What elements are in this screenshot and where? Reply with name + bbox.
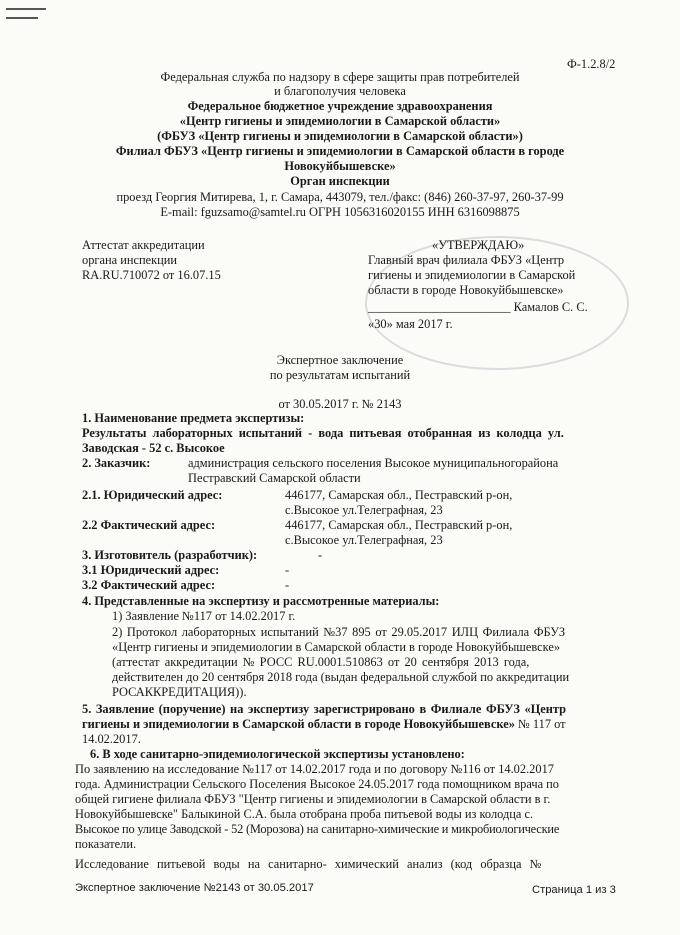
s21-value-2: с.Высокое ул.Телеграфная, 23 xyxy=(285,503,443,517)
s1-title: 1. Наименование предмета экспертизы: xyxy=(82,411,305,425)
s3-label: 3. Изготовитель (разработчик): xyxy=(82,548,258,562)
s32-value: - xyxy=(285,578,290,592)
s2-label: 2. Заказчик: xyxy=(82,456,151,470)
s6-title: 6. В ходе санитарно-эпидемиологической экспертизы установлено: xyxy=(90,747,465,761)
institution-line-2: «Центр гигиены и эпидемиологии в Самарской области» xyxy=(179,114,501,128)
s5-line-1: 5. Заявление (поручение) на экспертизу зарегистрировано в Филиале ФБУЗ «Центр xyxy=(82,702,567,716)
doc-subtitle: по результатам испытаний xyxy=(269,368,411,382)
approval-title: «УТВЕРЖДАЮ» xyxy=(432,238,525,252)
scan-mark xyxy=(6,8,46,10)
s4-item-2-line-5: РОСАККРЕДИТАЦИЯ)). xyxy=(112,685,247,699)
s31-value: - xyxy=(285,563,290,577)
agency-line-1: Федеральная служба по надзору в сфере защиты прав потребителей xyxy=(160,70,520,84)
s6-paragraph-1-line-2: года. Администрации Сельского Поселения Высокое 24.05.2017 года помощником врача по xyxy=(75,777,560,791)
s21-label: 2.1. Юридический адрес: xyxy=(82,488,223,502)
approval-date: «30» мая 2017 г. xyxy=(368,317,453,331)
accreditation-line-2: органа инспекции xyxy=(82,253,178,267)
s6-paragraph-1-line-1: По заявлению на исследование №117 от 14.02.2017 года и по договору №116 от 14.02.2017 xyxy=(75,762,554,776)
form-code: Ф-1.2.8/2 xyxy=(567,57,616,71)
footer-doc-reference: Экспертное заключение №2143 от 30.05.2017 xyxy=(75,882,314,894)
branch-line-1: Филиал ФБУЗ «Центр гигиены и эпидемиологии в Самарской области в городе xyxy=(115,144,565,158)
s4-title: 4. Представленные на экспертизу и рассмотренные материалы: xyxy=(82,594,440,608)
s4-item-2-line-2: «Центр гигиены и эпидемиологии в Самарской области в городе Новокуйбышевске» xyxy=(112,640,561,654)
s6-paragraph-1-line-3: общей гигиене филиала ФБУЗ "Центр гигиены и эпидемиологии в Самарской области в г. xyxy=(75,792,551,806)
s31-label: 3.1 Юридический адрес: xyxy=(82,563,220,577)
org-contacts: E-mail: fguzsamo@samtel.ru ОГРН 1056316020155 ИНН 6316098875 xyxy=(160,205,520,219)
footer-page-number: Страница 1 из 3 xyxy=(532,884,616,896)
scan-mark xyxy=(6,17,38,19)
signature-line: _______________________ Камалов С. С. xyxy=(368,300,588,314)
s32-label: 3.2 Фактический адрес: xyxy=(82,578,216,592)
s1-text-2: Заводская - 52 с. Высокое xyxy=(82,441,225,455)
institution-short: (ФБУЗ «Центр гигиены и эпидемиологии в Самарской области») xyxy=(157,129,523,143)
s21-value-1: 446177, Самарская обл., Пестравский р-он, xyxy=(285,488,513,502)
accreditation-line-1: Аттестат аккредитации xyxy=(82,238,205,252)
s22-value-1: 446177, Самарская обл., Пестравский р-он, xyxy=(285,518,513,532)
s5-line-3: 14.02.2017. xyxy=(82,732,141,746)
s6-paragraph-1-line-6: показатели. xyxy=(75,837,137,851)
s4-item-2-line-1: 2) Протокол лабораторных испытаний №37 895 от 29.05.2017 ИЛЦ Филиала ФБУЗ xyxy=(112,625,566,639)
approval-line-1: Главный врач филиала ФБУЗ «Центр xyxy=(368,253,565,267)
approval-line-3: области в городе Новокуйбышевске» xyxy=(368,283,564,297)
s2-value-1: администрация сельского поселения Высокое муниципальногорайона xyxy=(188,456,559,470)
s6-paragraph-1-line-4: Новокуйбышевске" Балыкиной С.А. была отобрана проба питьевой воды из колодца с. xyxy=(75,807,534,821)
doc-title: Экспертное заключение xyxy=(276,353,404,367)
org-address: проезд Георгия Митирева, 1, г. Самара, 443079, тел./факс: (846) 260-37-97, 260-37-99 xyxy=(116,190,564,204)
s2-value-2: Пестравский Самарской области xyxy=(188,471,361,485)
s5-line-2 xyxy=(82,717,566,732)
s22-value-2: с.Высокое ул.Телеграфная, 23 xyxy=(285,533,443,547)
agency-line-2: и благополучия человека xyxy=(274,84,406,98)
s3-value: - xyxy=(318,548,323,562)
s4-item-2-line-3: (аттестат аккредитации № РОСС RU.0001.510863 от 20 сентября 2013 года, xyxy=(112,655,530,669)
s5-line-2-bold: гигиены и эпидемиологии в Самарской области в городе Новокуйбышевске» xyxy=(82,717,515,731)
s6-paragraph-1-line-5: Высокое по улице Заводской - 52 (Морозова) на санитарно-химические и микробиологические xyxy=(75,822,560,836)
approval-line-2: гигиены и эпидемиологии в Самарской xyxy=(368,268,576,282)
s22-label: 2.2 Фактический адрес: xyxy=(82,518,216,532)
s4-item-1: 1) Заявление №117 от 14.02.2017 г. xyxy=(112,609,296,623)
institution-line-1: Федеральное бюджетное учреждение здравоохранения xyxy=(187,99,493,113)
s6-paragraph-2-line-1: Исследование питьевой воды на санитарно- химический анализ (код образца № xyxy=(75,857,542,871)
s5-line-2-rest: № 117 от xyxy=(514,717,566,731)
org-type: Орган инспекции xyxy=(290,174,390,188)
branch-line-2: Новокуйбышевске» xyxy=(284,159,396,173)
accreditation-number: RA.RU.710072 от 16.07.15 xyxy=(82,268,221,282)
s1-text-1: Результаты лабораторных испытаний - вода питьевая отобранная из колодца ул. xyxy=(82,426,564,440)
doc-number-date: от 30.05.2017 г. № 2143 xyxy=(278,397,402,411)
s4-item-2-line-4: действителен до 20 сентября 2018 года (выдан федеральной службой по аккредитации xyxy=(112,670,570,684)
